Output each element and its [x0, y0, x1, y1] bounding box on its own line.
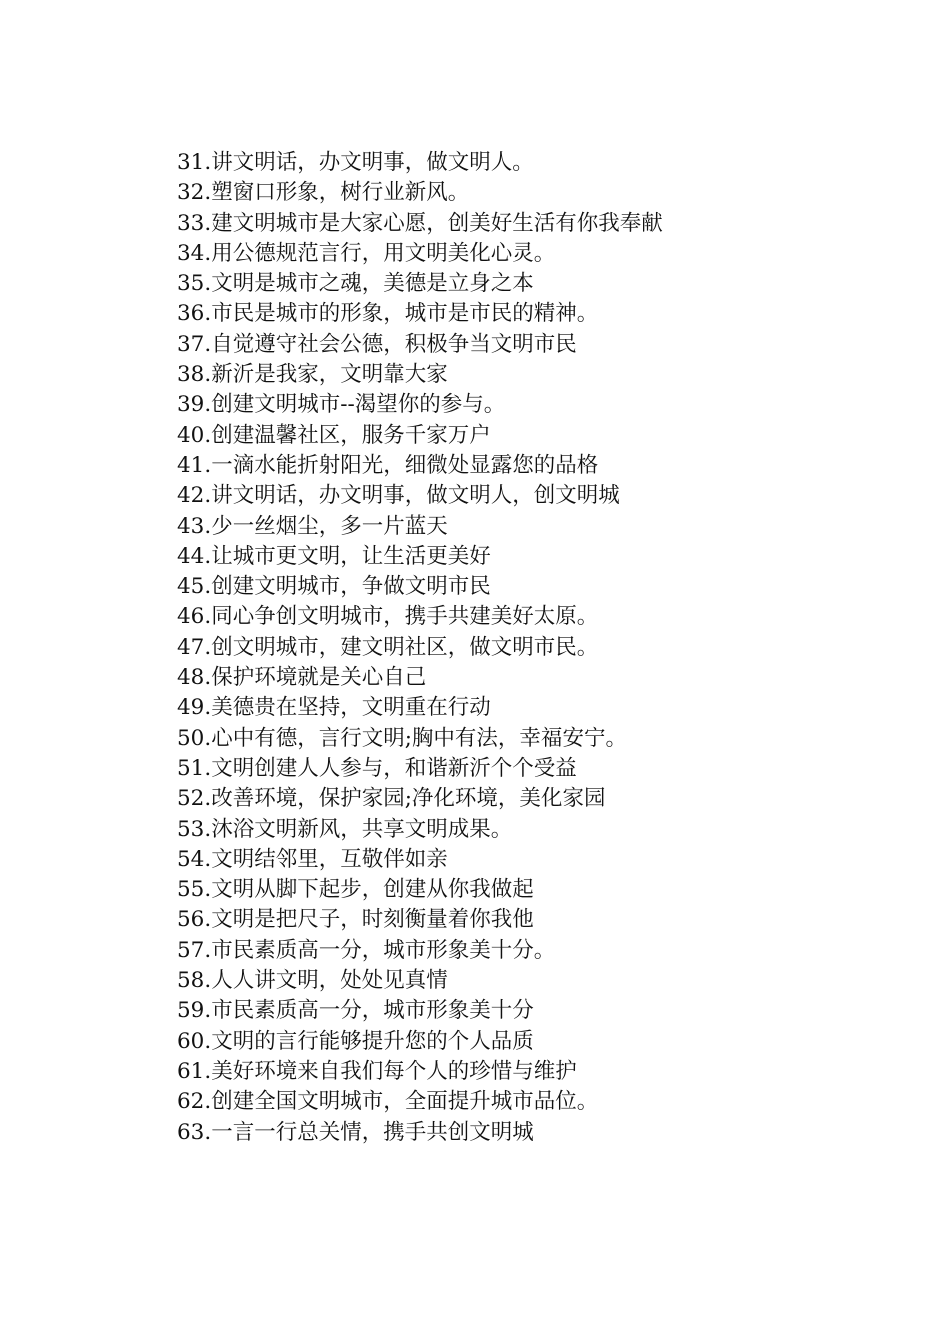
- slogan-line: 44.让城市更文明，让生活更美好: [177, 543, 491, 569]
- slogan-line: 39.创建文明城市--渴望你的参与。: [177, 392, 506, 418]
- slogan-line: 48.保护环境就是关心自己: [177, 665, 427, 691]
- slogan-line: 32.塑窗口形象，树行业新风。: [177, 180, 470, 206]
- slogan-line: 57.市民素质高一分，城市形象美十分。: [177, 937, 556, 963]
- slogan-line: 42.讲文明话，办文明事，做文明人，创文明城: [177, 483, 620, 509]
- slogan-line: 56.文明是把尺子，时刻衡量着你我他: [177, 907, 534, 933]
- slogan-line: 37.自觉遵守社会公德，积极争当文明市民: [177, 331, 577, 357]
- slogan-line: 54.文明结邻里，互敬伴如亲: [177, 846, 448, 872]
- slogan-line: 35.文明是城市之魂，美德是立身之本: [177, 271, 534, 297]
- slogan-line: 62.创建全国文明城市，全面提升城市品位。: [177, 1089, 599, 1115]
- slogan-line: 46.同心争创文明城市，携手共建美好太原。: [177, 604, 599, 630]
- slogan-line: 61.美好环境来自我们每个人的珍惜与维护: [177, 1058, 577, 1084]
- slogan-line: 53.沐浴文明新风，共享文明成果。: [177, 816, 513, 842]
- slogan-line: 34.用公德规范言行，用文明美化心灵。: [177, 240, 556, 266]
- slogan-line: 49.美德贵在坚持，文明重在行动: [177, 695, 491, 721]
- slogan-line: 36.市民是城市的形象，城市是市民的精神。: [177, 301, 599, 327]
- slogan-line: 60.文明的言行能够提升您的个人品质: [177, 1028, 534, 1054]
- slogan-line: 40.创建温馨社区，服务千家万户: [177, 422, 491, 448]
- slogan-line: 63.一言一行总关情，携手共创文明城: [177, 1119, 534, 1145]
- slogan-list: [177, 148, 663, 1148]
- slogan-line: 47.创文明城市，建文明社区，做文明市民。: [177, 634, 599, 660]
- slogan-line: 50.心中有德，言行文明;胸中有法，幸福安宁。: [177, 725, 627, 751]
- slogan-line: 52.改善环境，保护家园;净化环境，美化家园: [177, 786, 606, 812]
- slogan-line: 31.讲文明话，办文明事，做文明人。: [177, 150, 534, 175]
- slogan-line: 59.市民素质高一分，城市形象美十分: [177, 998, 534, 1024]
- slogan-line: 45.创建文明城市，争做文明市民: [177, 574, 491, 600]
- slogan-line: 51.文明创建人人参与，和谐新沂个个受益: [177, 755, 577, 781]
- slogan-line: 43.少一丝烟尘，多一片蓝天: [177, 513, 448, 539]
- slogan-line: 55.文明从脚下起步，创建从你我做起: [177, 877, 534, 903]
- slogan-line: 38.新沂是我家，文明靠大家: [177, 362, 448, 388]
- slogan-line: 41.一滴水能折射阳光，细微处显露您的品格: [177, 452, 599, 478]
- slogan-line: 58.人人讲文明，处处见真情: [177, 968, 448, 994]
- slogan-line: 33.建文明城市是大家心愿，创美好生活有你我奉献: [177, 210, 663, 236]
